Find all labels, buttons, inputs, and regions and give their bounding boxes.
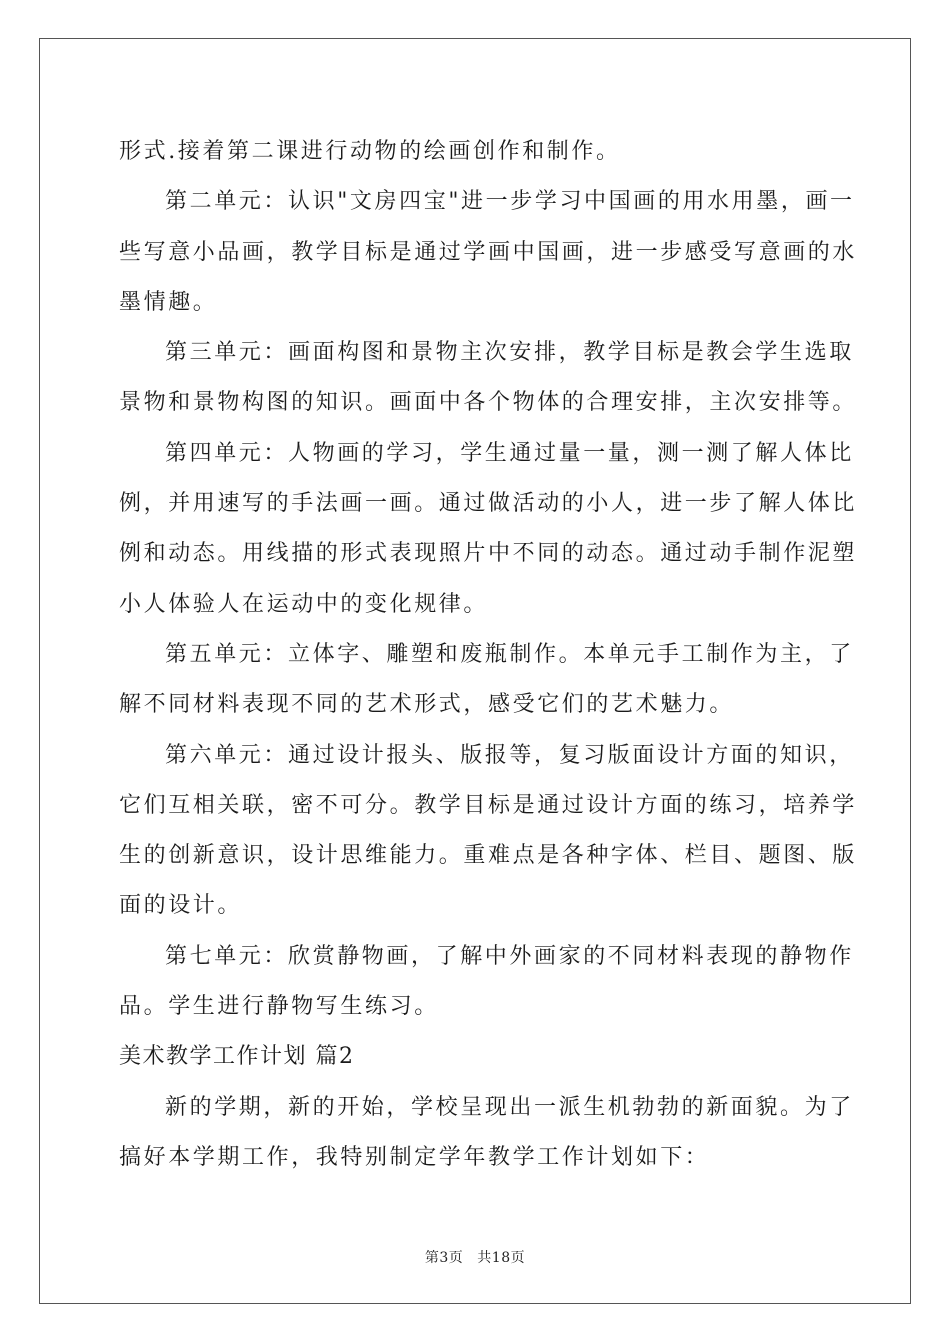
- text-line: 它们互相关联，密不可分。教学目标是通过设计方面的练习，培养学: [119, 792, 858, 818]
- page-total: 共18页: [477, 1250, 526, 1266]
- text-line: 解不同材料表现不同的艺术形式，感受它们的艺术魅力。: [119, 692, 735, 718]
- text-line: 小人体验人在运动中的变化规律。: [119, 591, 489, 617]
- paragraph-start-unit-2: 第二单元：认识"文房四宝"进一步学习中国画的用水用墨，画一: [165, 189, 855, 215]
- text-line: 例，并用速写的手法画一画。通过做活动的小人，进一步了解人体比: [119, 491, 858, 517]
- text-line: 搞好本学期工作，我特别制定学年教学工作计划如下：: [119, 1144, 710, 1170]
- page-footer: [0, 1247, 950, 1267]
- text-line: 生的创新意识，设计思维能力。重难点是各种字体、栏目、题图、版: [119, 843, 858, 869]
- page-number: 第3页: [424, 1250, 464, 1266]
- document-body: [119, 127, 858, 1183]
- paragraph-start-unit-5: 第五单元：立体字、雕塑和废瓶制作。本单元手工制作为主，了: [165, 641, 854, 667]
- paragraph-start-unit-3: 第三单元：画面构图和景物主次安排，教学目标是教会学生选取: [165, 340, 854, 366]
- paragraph-start-unit-7: 第七单元：欣赏静物画，了解中外画家的不同材料表现的静物作: [165, 943, 854, 969]
- text-line: 品。学生进行静物写生练习。: [119, 994, 439, 1020]
- text-line: 墨情趣。: [119, 289, 218, 315]
- text-line: 面的设计。: [119, 893, 243, 919]
- text-line: 形式.接着第二课进行动物的绘画创作和制作。: [119, 139, 621, 164]
- text-line: 些写意小品画，教学目标是通过学画中国画，进一步感受写意画的水: [119, 239, 858, 265]
- section-heading: 美术教学工作计划 篇2: [119, 1044, 355, 1070]
- text-line: 例和动态。用线描的形式表现照片中不同的动态。通过动手制作泥塑: [119, 541, 858, 567]
- paragraph-start-plan-2: 新的学期，新的开始，学校呈现出一派生机勃勃的新面貌。为了: [165, 1094, 854, 1120]
- text-line: 景物和景物构图的知识。画面中各个物体的合理安排，主次安排等。: [119, 390, 858, 416]
- paragraph-start-unit-4: 第四单元：人物画的学习，学生通过量一量，测一测了解人体比: [165, 440, 854, 466]
- paragraph-start-unit-6: 第六单元：通过设计报头、版报等，复习版面设计方面的知识，: [165, 742, 854, 768]
